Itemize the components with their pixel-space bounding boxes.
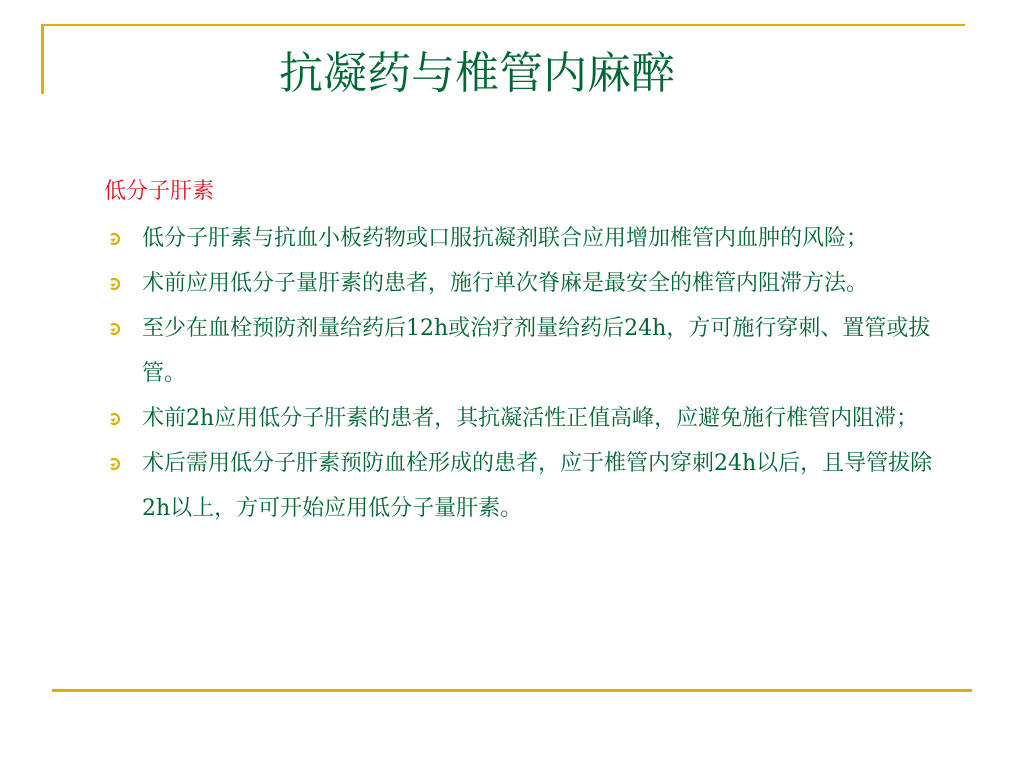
bullet-item [104,216,944,261]
curved-arrow-bullet-icon [104,216,128,261]
bullet-text: 低分子肝素与抗血小板药物或口服抗凝剂联合应用增加椎管内血肿的风险； [142,226,869,251]
bullet-text: 术前2h应用低分子肝素的患者，其抗凝活性正值高峰，应避免施行椎管内阻滞； [142,406,919,431]
decorative-bottom-line [52,689,972,692]
bullet-item [104,261,944,306]
bullet-item [104,306,944,396]
bullet-text: 术后需用低分子肝素预防血栓形成的患者，应于椎管内穿刺24h以后，且导管拔除2h以上，方可开始应用低分子量肝素。 [142,451,933,521]
decorative-top-line [41,24,965,26]
bullet-list [104,216,944,531]
slide-title: 抗凝药与椎管内麻醉 [279,48,675,99]
bullet-item [104,441,944,531]
subheading: 低分子肝素 [104,179,215,204]
slide-content [104,174,944,531]
curved-arrow-bullet-icon [104,441,128,486]
bullet-text: 至少在血栓预防剂量给药后12h或治疗剂量给药后24h，方可施行穿刺、置管或拔管。 [142,316,931,386]
bullet-item [104,396,944,441]
curved-arrow-bullet-icon [104,306,128,351]
curved-arrow-bullet-icon [104,261,128,306]
curved-arrow-bullet-icon [104,396,128,441]
bullet-text: 术前应用低分子量肝素的患者，施行单次脊麻是最安全的椎管内阻滞方法。 [142,271,869,296]
